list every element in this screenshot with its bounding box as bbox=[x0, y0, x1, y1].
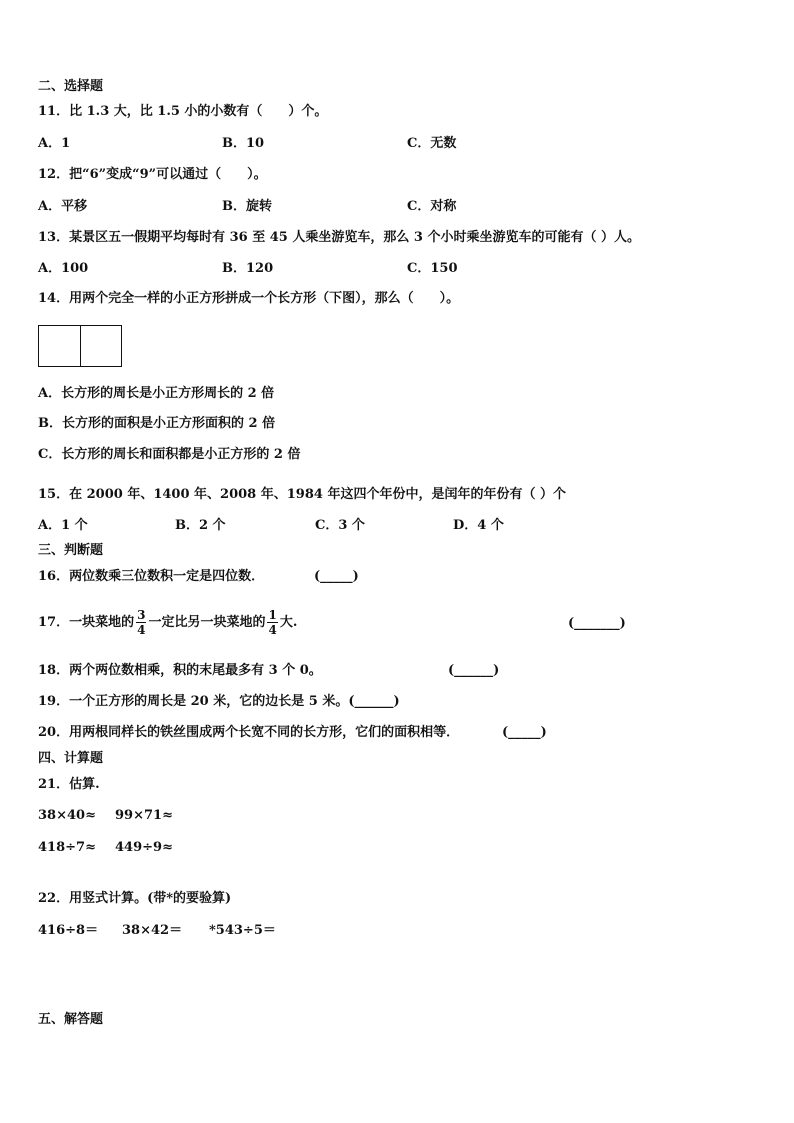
q22-expression-3: *543÷5＝ bbox=[209, 923, 276, 938]
question-20: 20．用两根同样长的铁丝围成两个长宽不同的长方形，它们的面积相等． bbox=[38, 725, 460, 740]
q14-option-a: A．长方形的周长是小正方形周长的 2 倍 bbox=[38, 386, 275, 401]
q11-option-a: A．1 bbox=[38, 136, 71, 151]
section-solve-heading: 五、解答题 bbox=[38, 1012, 104, 1027]
q12-option-a: A．平移 bbox=[38, 199, 88, 214]
section-choice-heading: 二、选择题 bbox=[38, 79, 104, 94]
question-12: 12．把“6”变成“9”可以通过（ ）。 bbox=[38, 167, 267, 182]
q14-option-b: B．长方形的面积是小正方形面积的 2 倍 bbox=[38, 416, 276, 431]
q21-expression-3: 418÷7≈ bbox=[38, 840, 96, 855]
q17-text-start: 17．一块菜地的 bbox=[38, 615, 135, 630]
q21-expression-4: 449÷9≈ bbox=[115, 840, 173, 855]
q15-option-c: C．3 个 bbox=[315, 518, 365, 533]
question-17 bbox=[38, 603, 297, 643]
question-21: 21．估算. bbox=[38, 777, 100, 792]
q21-expression-1: 38×40≈ bbox=[38, 808, 96, 823]
q13-option-a: A．100 bbox=[38, 261, 89, 276]
question-22: 22．用竖式计算。(带*的要验算) bbox=[38, 891, 232, 906]
q17-text-middle: 一定比另一块菜地的 bbox=[148, 615, 266, 630]
question-15: 15．在 2000 年、1400 年、2008 年、1984 年这四个年份中，是闰年的年份有（ ）个 bbox=[38, 487, 566, 502]
question-18: 18．两个两位数相乘，积的末尾最多有 3 个 0。 bbox=[38, 663, 322, 678]
fraction-denominator: 4 bbox=[268, 623, 277, 637]
question-19: 19．一个正方形的周长是 20 米，它的边长是 5 米。(______) bbox=[38, 694, 400, 709]
q15-option-a: A．1 个 bbox=[38, 518, 88, 533]
q14-option-c: C．长方形的周长和面积都是小正方形的 2 倍 bbox=[38, 447, 301, 462]
q21-expression-2: 99×71≈ bbox=[115, 808, 173, 823]
q16-answer-blank: (_____) bbox=[314, 569, 359, 584]
fraction-three-quarters bbox=[136, 608, 146, 637]
square-divider-line bbox=[80, 326, 81, 366]
q22-expression-1: 416÷8＝ bbox=[38, 923, 99, 938]
q20-answer-blank: (_____) bbox=[502, 725, 547, 740]
q13-option-b: B．120 bbox=[222, 261, 274, 276]
q15-option-d: D．4 个 bbox=[453, 518, 504, 533]
q17-text-end: 大. bbox=[279, 615, 298, 630]
section-judge-heading: 三、判断题 bbox=[38, 543, 104, 558]
q11-option-c: C．无数 bbox=[407, 136, 457, 151]
question-14: 14．用两个完全一样的小正方形拼成一个长方形（下图），那么（ ）。 bbox=[38, 291, 460, 306]
q12-option-b: B．旋转 bbox=[222, 199, 272, 214]
fraction-one-quarter bbox=[267, 608, 277, 637]
two-squares-rectangle-figure bbox=[38, 325, 122, 367]
question-13: 13．某景区五一假期平均每时有 36 至 45 人乘坐游览车，那么 3 个小时乘坐游览车的可能有（ ）人。 bbox=[38, 230, 640, 245]
q13-option-c: C．150 bbox=[407, 261, 458, 276]
q18-answer-blank: (______) bbox=[448, 663, 500, 678]
question-11: 11．比 1.3 大，比 1.5 小的小数有（ ）个。 bbox=[38, 104, 328, 119]
question-16: 16．两位数乘三位数积一定是四位数． bbox=[38, 569, 265, 584]
fraction-numerator: 3 bbox=[137, 608, 146, 622]
fraction-numerator: 1 bbox=[268, 608, 277, 622]
q12-option-c: C．对称 bbox=[407, 199, 457, 214]
q22-expression-2: 38×42＝ bbox=[122, 923, 183, 938]
fraction-denominator: 4 bbox=[137, 623, 146, 637]
q11-option-b: B．10 bbox=[222, 136, 265, 151]
section-calc-heading: 四、计算题 bbox=[38, 751, 104, 766]
q15-option-b: B．2 个 bbox=[175, 518, 226, 533]
q17-answer-blank: (_______) bbox=[568, 616, 626, 631]
